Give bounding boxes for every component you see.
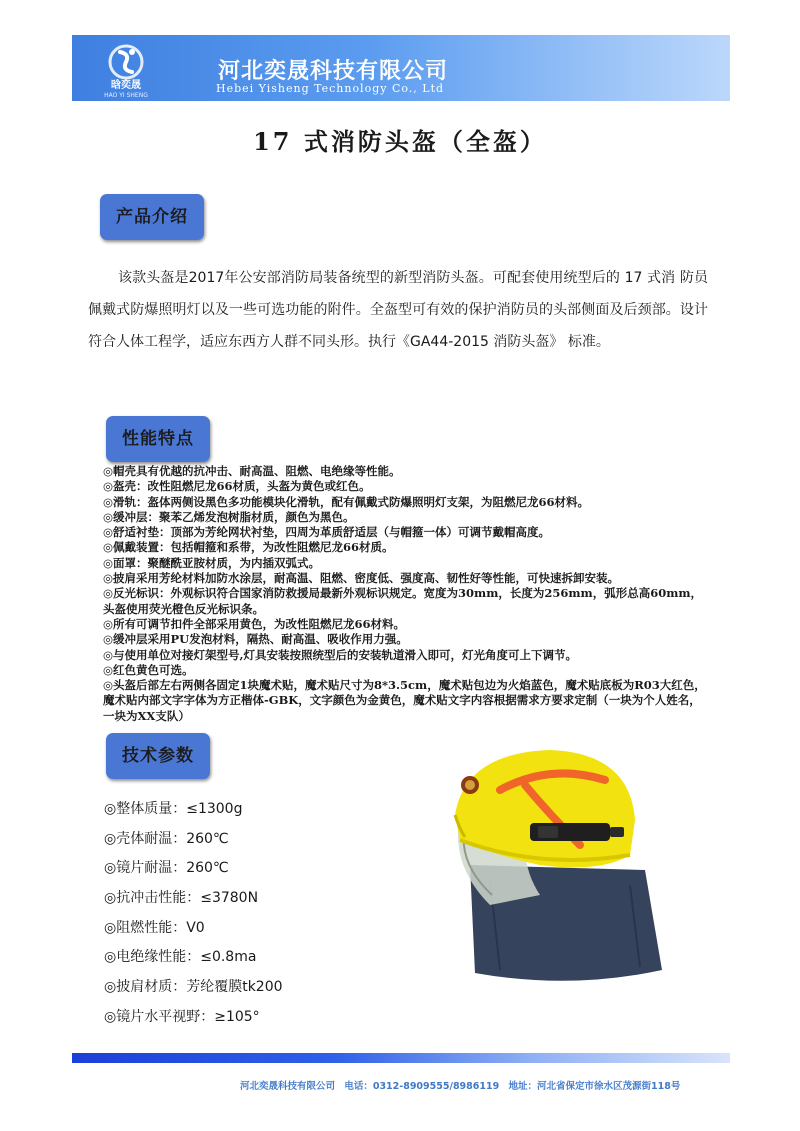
logo-subtext: HAO YI SHENG (104, 92, 148, 99)
spec-item: ◎镜片耐温：260℃ (104, 860, 229, 877)
company-name-en: Hebei Yisheng Technology Co., Ltd (216, 82, 445, 95)
spec-item: ◎抗冲击性能：≤3780N (104, 890, 259, 907)
feature-item: ◎舒适衬垫：顶部为芳纶网状衬垫，四周为革质舒适层（与帽箍一体）可调节戴帽高度。 (103, 525, 551, 540)
spec-item: ◎阻燃性能：V0 (104, 919, 205, 936)
feature-item: ◎红色黄色可选。 (103, 662, 194, 677)
section-label-specs: 技术参数 (106, 733, 210, 779)
footer-contact (240, 1078, 740, 1092)
helmet-image (430, 745, 670, 985)
page-title: 17 式消防头盔（全盔） (253, 127, 547, 156)
spec-item: ◎披肩材质：芳纶覆膜tk200 (104, 979, 283, 996)
footer-address: 地址：河北省保定市徐水区茂源街118号 (508, 1081, 681, 1092)
spec-item: ◎壳体耐温：260℃ (104, 830, 229, 847)
feature-item: ◎面罩：聚醚酰亚胺材质，为内插双弧式。 (103, 555, 321, 570)
logo-text: 晗奕晟 (111, 80, 141, 91)
feature-item: ◎帽壳具有优越的抗冲击、耐高温、阻燃、电绝缘等性能。 (103, 464, 401, 478)
intro-paragraph: 该款头盔是2017年公安部消防局装备统型的新型消防头盔。可配套使用统型后的 17 式消 防员佩戴式防爆照明灯以及一些可选功能的附件。全盔型可有效的保护消防员的头部侧面及后颈部。设计符合人体工程学，适应东西方人群不同头形。执行《GA44-2015 消防头盔》 标准。 (88, 270, 708, 350)
feature-item: ◎盔壳：改性阻燃尼龙66材质，头盔为黄色或红色。 (103, 479, 371, 494)
section-label-intro: 产品介绍 (100, 194, 204, 240)
feature-item: ◎缓冲层采用PU发泡材料，隔热、耐高温、吸收作用力强。 (103, 632, 408, 647)
footer-phone: 电话：0312-8909555/8986119 (344, 1081, 500, 1092)
footer-company: 河北奕晟科技有限公司 (240, 1081, 336, 1092)
feature-item: ◎佩戴装置：包括帽箍和系带，为改性阻燃尼龙66材质。 (103, 540, 394, 555)
feature-item: ◎头盔后部左右两侧各固定1块魔术贴，魔术贴尺寸为8*3.5cm，魔术贴包边为火焰蓝色，魔术贴底板为R03大红色，魔术贴内部文字字体为方正楷体-GBK，文字颜色为金黄色，魔术贴文字内容根据需求方要求定制（一块为个人姓名，一块为XX支队） (103, 678, 706, 723)
specs-list (104, 795, 424, 1033)
feature-item: ◎反光标识：外观标识符合国家消防救援局最新外观标识规定。宽度为30mm，长度为256mm，弧形总高60mm，头盔使用荧光橙色反光标识条。 (103, 586, 703, 616)
spec-item: ◎整体质量：≤1300g (104, 801, 243, 817)
features-list (103, 464, 707, 724)
feature-item: ◎与使用单位对接灯架型号,灯具安装按照统型后的安装轨道滑入即可，灯光角度可上下调节。 (103, 647, 578, 662)
company-name-cn: 河北奕晟科技有限公司 (218, 59, 449, 84)
feature-item: ◎滑轨：盔体两侧设黑色多功能模块化滑轨，配有佩戴式防爆照明灯支架，为阻燃尼龙66材料。 (103, 494, 590, 509)
footer-band (72, 1053, 730, 1063)
feature-item: ◎缓冲层：聚苯乙烯发泡树脂材质，颜色为黑色。 (103, 509, 355, 524)
spec-item: ◎电绝缘性能：≤0.8ma (104, 949, 257, 966)
feature-item: ◎所有可调节扣件全部采用黄色，为改性阻燃尼龙66材料。 (103, 616, 406, 631)
feature-item: ◎披肩采用芳纶材料加防水涂层，耐高温、阻燃、密度低、强度高、韧性好等性能，可快速拆卸安装。 (103, 571, 620, 586)
spec-item: ◎镜片水平视野：≥105° (104, 1008, 260, 1025)
section-label-features: 性能特点 (106, 416, 210, 462)
